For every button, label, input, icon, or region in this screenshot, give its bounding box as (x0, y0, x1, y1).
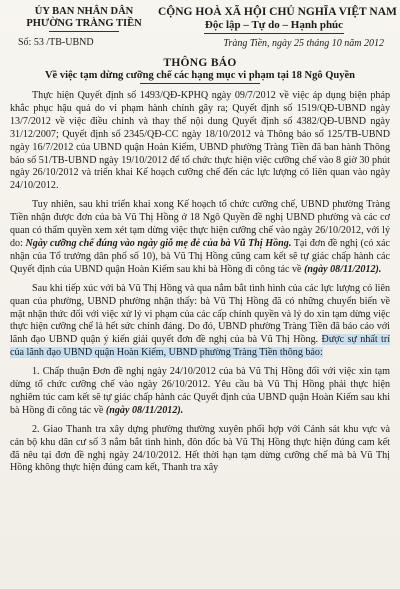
country-name: CỘNG HOÀ XÃ HỘI CHỦ NGHĨA VIỆT NAM (158, 6, 397, 18)
paragraph-3-text: Sau khi tiếp xúc với bà Vũ Thị Hồng và qua nắm bắt tình hình của các lực lượng có liên quan của phường, UBND phường nhận thấy: bà Vũ Thị Hồng đã có những chuyển biến về mặt nhận thức đối với việc xử lý vi phạm của các cấp chính quyền và lý do xin tạm dừng việc thực hiện cưỡng chế là hết sức chính đáng. Do đó, UBND phường Tràng Tiền đã báo cáo với lãnh đạo UBND quận ý kiến giải quyết đơn đề nghị của bà Vũ Thị Hồng. (10, 282, 390, 346)
document-date: Tràng Tiền, ngày 25 tháng 10 năm 2012 (223, 38, 384, 49)
paragraph-4 (10, 366, 390, 418)
paragraph-2 (10, 199, 390, 276)
paragraph-1: Thực hiện Quyết định số 1493/QĐ-KPHQ ngày 09/7/2012 về việc áp dụng biện pháp khắc phục hậu quả do vi phạm hành chính gây ra; Quyết định số 1519/QĐ-UBND ngày 13/7/2012 về việc điều chỉnh và thay thế nội dung Quyết định số 4382/QĐ-UBND ngày 31/12/2007; Quyết định số 2345/QĐ-CC ngày 18/10/2012 và Thông báo số 125/TB-UBND ngày 16/7/2012 của UBND quận Hoàn Kiếm, UBND phường Tràng Tiền đã ban hành Thông báo số 51/TB-UBND ngày 19/10/2012 để tổ chức thực hiện việc cưỡng chế vào 8 giờ 30 phút ngày 26/10/2012 và triển khai Kế hoạch cưỡng chế đến các lực lượng có liên quan vào ngày 24/10/2012. (10, 90, 390, 192)
agency-line-2: PHƯỜNG TRÀNG TIỀN (26, 18, 142, 29)
paragraph-2-reason: Ngày cưỡng chế đúng vào ngày giỗ mẹ đẻ của bà Vũ Thị Hồng. (25, 237, 292, 249)
document-header (10, 6, 397, 49)
paragraph-3 (10, 283, 390, 360)
document-body (10, 90, 390, 475)
paragraph-3-highlighted: Được sự nhất trí của lãnh đạo UBND quận Hoàn Kiếm, UBND phường Tràng Tiền thông báo: (10, 334, 390, 359)
paragraph-5: 2. Giao Thanh tra xây dựng phường thường xuyên phối hợp với Cảnh sát khu vực và cán bộ khu dân cư số 3 nắm bắt tình hình, đôn đốc bà Vũ Thị Hồng thực hiện đúng cam kết đã nêu tại đơn đề nghị ngày 24/10/2012. Hết thời hạn tạm dừng cưỡng chế mà bà Vũ Thị Hồng không thực hiện đúng cam kết, Thanh tra xây (10, 423, 390, 474)
agency-underline (49, 31, 119, 32)
issuing-agency-block (10, 6, 158, 49)
paragraph-2-date: (ngày 08/11/2012). (304, 263, 382, 275)
national-motto: Độc lập – Tự do – Hạnh phúc (204, 19, 344, 31)
national-header-block (158, 6, 397, 49)
agency-line-1: ỦY BAN NHÂN DÂN (34, 6, 134, 17)
document-number: Số: 53 /TB-UBND (18, 37, 94, 48)
document-title: THÔNG BÁO (163, 57, 237, 69)
paragraph-2-text-a: Tuy nhiên, sau khi triển khai xong Kế hoạch tổ chức cưỡng chế, UBND phường Tràng Tiền nhận được đơn của bà Vũ Thị Hồng ở 18 Ngô Quyền đề nghị UBND phường và các cơ quan có thẩm quyền xem xét tạm dừng việc thực hiện cưỡng chế vào ngày 26/10/2012, với lý do: (10, 199, 390, 249)
subtitle-underline (140, 83, 260, 84)
paragraph-4-date: (ngày 08/11/2012). (105, 404, 184, 416)
motto-underline (204, 33, 344, 34)
paragraph-2-text-b: Tại đơn đề nghị (có xác nhận của Tổ trưởng dân phố số 10), bà Vũ Thị Hồng cũng cam kết sẽ tự giác chấp hành các Quyết định của UBND quận Hoàn Kiếm sau khi bà Hồng đi công tác về (10, 237, 390, 275)
paragraph-4-text: 1. Chấp thuận Đơn đề nghị ngày 24/10/2012 của bà Vũ Thị Hồng đối với việc xin tạm dừng tổ chức cưỡng chế vào ngày 26/10/2012. Yêu cầu bà Vũ Thị Hồng phải thực hiện nghiêm túc cam kết sẽ tự giác chấp hành các Quyết định của UBND quận Hoàn Kiếm sau khi bà Hồng đi công tác về (10, 366, 390, 416)
document-subtitle: Về việc tạm dừng cưỡng chế các hạng mục vi phạm tại 18 Ngô Quyền (44, 70, 356, 81)
